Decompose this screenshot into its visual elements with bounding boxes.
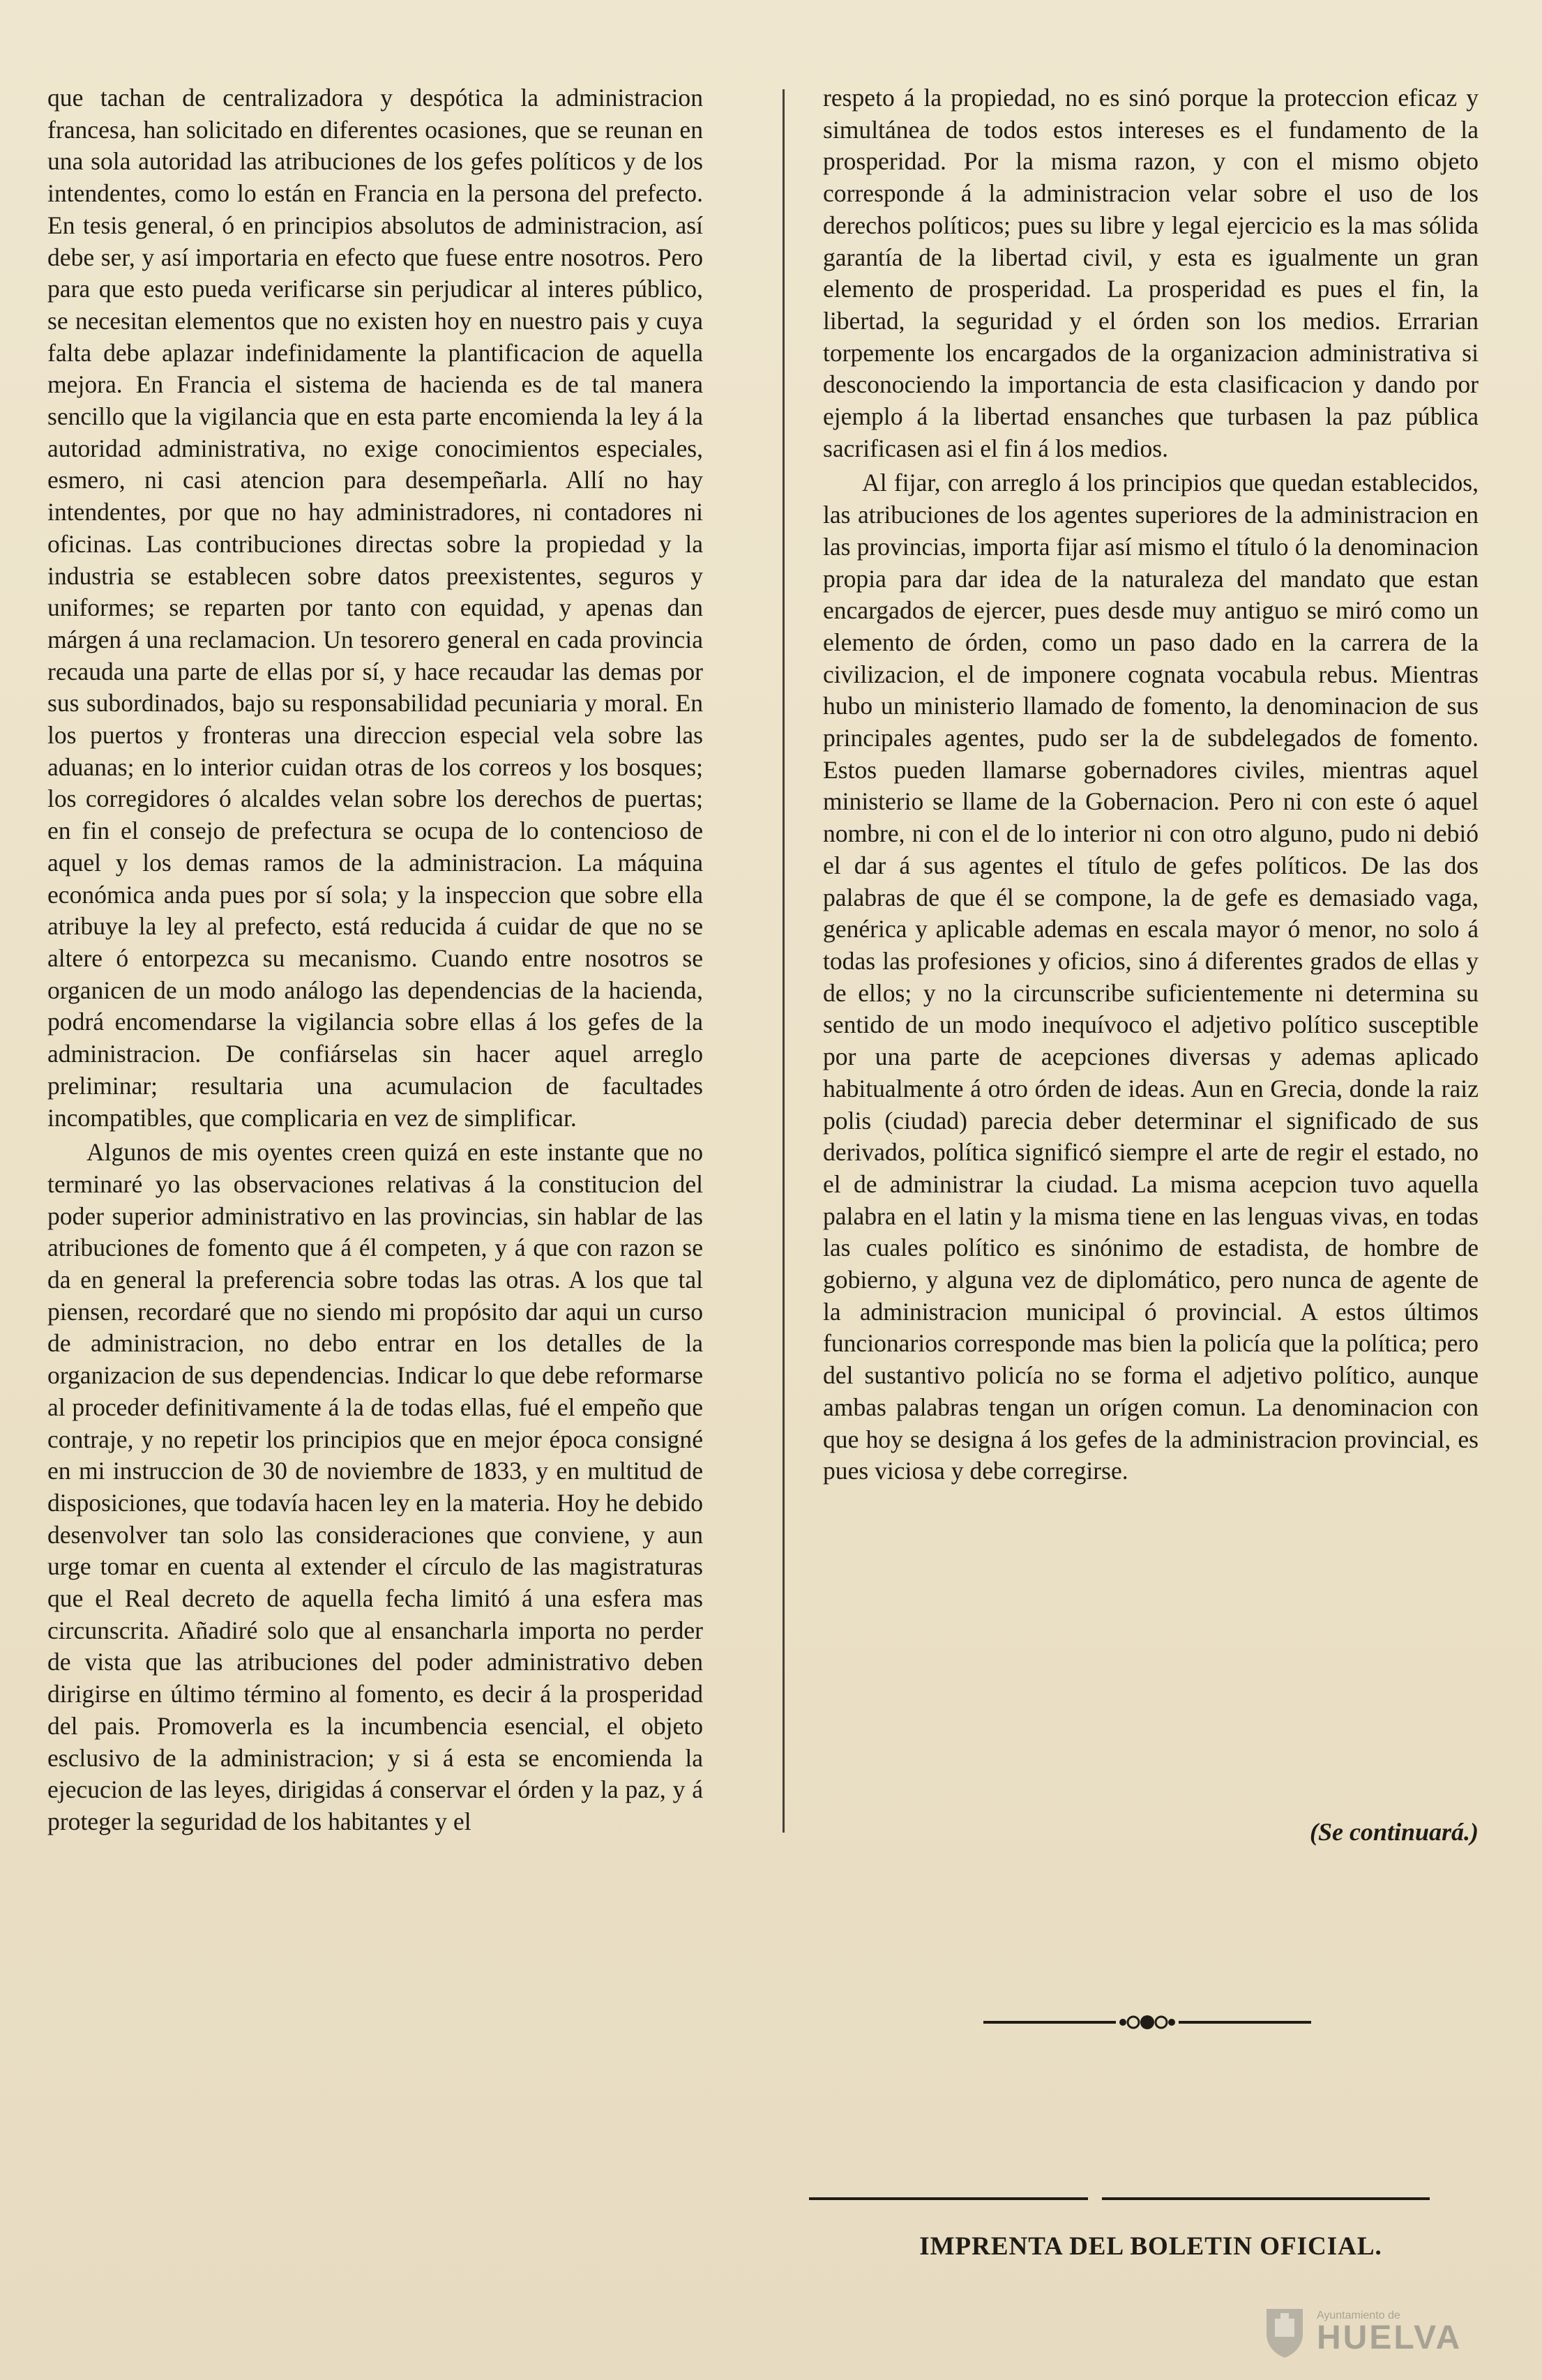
imprint-line: IMPRENTA DEL BOLETIN OFICIAL. [919,2232,1382,2261]
ornamental-rule-icon [983,2008,1311,2036]
left-text-column [47,82,703,1838]
watermark-small-text: Ayuntamiento de [1317,2310,1400,2321]
coat-of-arms-icon [1262,2306,1307,2359]
left-paragraph-1: que tachan de centralizadora y despótica la administracion francesa, han solicitado en diferentes ocasiones, que se reunan en una sola autoridad las atribuciones de los gefes políticos y de los intendentes, como lo están en Francia en la persona del prefecto. En tesis general, ó en principios absolutos de administracion, así debe ser, y así importaria en efecto que fuese entre nosotros. Pero para que esto pueda verificarse sin perjudicar al interes público, se necesitan elementos que no existen hoy en nuestro pais y cuya falta debe aplazar indefinidamente la plantificacion de aquella mejora. En Francia el sistema de hacienda es de tal manera sencillo que la vigilancia que en esta parte encomienda la ley á la autoridad administrativa, no exige conocimientos especiales, esmero, ni casi atencion para desempeñarla. Allí no hay intendentes, por que no hay administradores, ni contadores ni oficinas. Las contribuciones directas sobre la propiedad y la industria se establecen sobre datos preexistentes, seguros y uniformes; se reparten por tanto con equidad, y apenas dan márgen á una reclamacion. Un tesorero general en cada provincia recauda una parte de ellas por sí, y hace recaudar las demas por sus subordinados, bajo su responsabilidad pecuniaria y moral. En los puertos y fronteras una direccion especial vela sobre las aduanas; en lo interior cuidan otras de los correos y los bosques; los corregidores ó alcaldes velan sobre los derechos de puertas; en fin el consejo de prefectura se ocupa de lo contencioso de aquel y los demas ramos de la administracion. La máquina económica anda pues por sí sola; y la inspeccion que sobre ella atribuye la ley al prefecto, está reducida á cuidar de que no se altere ó entorpezca su mecanismo. Cuando entre nosotros se organicen de un modo análogo las dependencias de la hacienda, podrá encomendarse la vigilancia sobre ellas á los gefes de la administracion. De confiárselas sin hacer aquel arreglo preliminar; resultaria una acumulacion de facultades incompatibles, que complicaria en vez de simplificar. [47,84,703,1132]
watermark [1262,2301,1527,2364]
footer-rule [809,2195,1430,2202]
right-paragraph-1: respeto á la propiedad, no es sinó porque la proteccion eficaz y simultánea de todos estos intereses es el fundamento de la prosperidad. Por la misma razon, y con el mismo objeto corresponde á la administracion velar sobre el uso de los derechos políticos; pues su libre y legal ejercicio es la mas sólida garantía de la libertad civil, y esta es igualmente un gran elemento de prosperidad. La prosperidad es pues el fin, la libertad, la seguridad y el órden son los medios. Errarian torpemente los encargados de la organizacion administrativa si desconociendo la importancia de esta clasificacion y dando por ejemplo á la libertad ensanches que turbasen la paz pública sacrificasen asi el fin á los medios. [823,84,1479,462]
left-paragraph-2: Algunos de mis oyentes creen quizá en este instante que no terminaré yo las observaciones relativas á la constitucion del poder superior administrativo en las provincias, sin hablar de las atribuciones de fomento que á él competen, y á que con razon se da en general la preferencia sobre todas las otras. A los que tal piensen, recordaré que no siendo mi propósito dar aqui un curso de administracion, no debo entrar en los detalles de la organizacion de sus dependencias. Indicar lo que debe reformarse al proceder definitivamente á la de todas ellas, fué el empeño que contraje, y no repetir los principios que en mejor época consigné en mi instruccion de 30 de noviembre de 1833, y en multitud de disposiciones, que todavía hacen ley en la materia. Hoy he debido desenvolver tan solo las consideraciones que conviene, y aun urge tomar en cuenta al extender el círculo de las magistraturas que el Real decreto de aquella fecha limitó á una esfera mas circunscrita. Añadiré solo que al ensancharla importa no perder de vista que las atribuciones del poder administrativo deben dirigirse en último término al fomento, es decir á la prosperidad del pais. Promoverla es la incumbencia esencial, el objeto esclusivo de la administracion; y si á esta se encomienda la ejecucion de las leyes, dirigidas á conservar el órden y la paz, y á proteger la seguridad de los habitantes y el [47,1138,703,1835]
continuation-note: (Se continuará.) [1309,1818,1479,1846]
right-paragraph-2: Al fijar, con arreglo á los principios que quedan establecidos, las atribuciones de los agentes superiores de la administracion en las provincias, importa fijar así mismo el título ó la denominacion propia para dar idea de la naturaleza del mandato que estan encargados de ejercer, pues desde muy antiguo se miró como un elemento de órden, como un paso dado en la carrera de la civilizacion, el de imponere cognata vocabula rebus. Mientras hubo un ministerio llamado de fomento, la denominacion de sus principales agentes, pudo ser la de subdelegados de fomento. Estos pueden llamarse gobernadores civiles, mientras aquel ministerio se llame de la Gobernacion. Pero ni con este ó aquel nombre, ni con el de lo interior ni con otro alguno, pudo ni debió el dar á sus agentes el título de gefes políticos. De las dos palabras de que él se compone, la de gefe es demasiado vaga, genérica y aplicable ademas en escala mayor ó menor, no solo á todas las profesiones y oficios, sino á diferentes grados de ellas y de ellos; y no la circunscribe suficientemente ni determina su sentido de un modo inequívoco el adjetivo político susceptible por una parte de acepciones diversas y ademas aplicado habitualmente á otro órden de ideas. Aun en Grecia, donde la raiz polis (ciudad) parecia deber determinar el significado de sus derivados, política significó siempre el arte de regir el estado, no el de administrar la ciudad. La misma acepcion tuvo aquella palabra en el latin y la misma tiene en las lenguas vivas, en todas las cuales político es sinónimo de estadista, de hombre de gobierno, y alguna vez de diplomático, pero nunca de agente de la administracion municipal ó provincial. A estos últimos funcionarios corresponde mas bien la policía que la política; pero del sustantivo policía no se forma el adjetivo político, aunque ambas palabras tengan un orígen comun. La denominacion con que hoy se designa á los gefes de la administracion provincial, es pues viciosa y debe corregirse. [823,469,1479,1485]
column-divider [783,89,785,1833]
right-text-column [823,82,1479,1487]
watermark-big-text: HUELVA [1317,2319,1462,2356]
